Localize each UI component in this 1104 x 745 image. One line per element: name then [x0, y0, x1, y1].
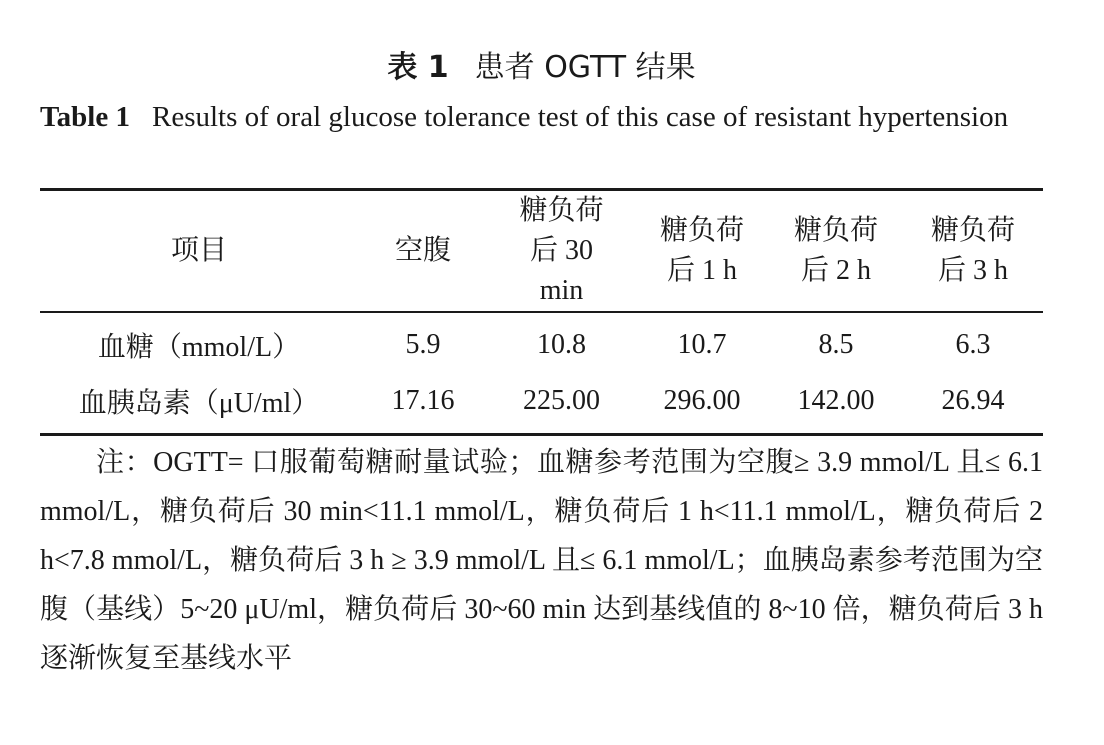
caption-cn-label: 表 1 [387, 50, 449, 85]
table-cell: 142.00 [797, 385, 875, 416]
caption-cn-title: 患者 OGTT 结果 [474, 50, 696, 85]
table-cell: 10.7 [677, 329, 727, 360]
row-label-insulin: 血胰岛素（μU/ml） [78, 388, 320, 419]
header-item: 项目 [170, 235, 227, 266]
ogtt-results-table [40, 188, 1043, 436]
table-cell: 5.9 [405, 329, 441, 360]
table-header-row [40, 190, 1043, 313]
document-page [40, 0, 1043, 745]
table-row [40, 373, 1043, 435]
table-row [40, 312, 1043, 373]
header-fasting: 空腹 [394, 235, 451, 266]
caption-en-title: Results of oral glucose tolerance test of this case of resistant hypertension [152, 101, 1009, 133]
table-cell: 8.5 [818, 329, 854, 360]
caption-en-label: Table 1 [40, 101, 130, 133]
table-cell: 10.8 [537, 329, 586, 360]
table-caption-en [40, 95, 1043, 140]
header-3h: 糖负荷后 3 h [930, 215, 1015, 286]
row-label-glucose: 血糖（mmol/L） [97, 332, 301, 363]
header-1h: 糖负荷后 1 h [659, 215, 744, 286]
table-cell: 26.94 [941, 385, 1005, 416]
table-cell: 17.16 [391, 385, 455, 416]
header-30min: 糖负荷后 30 min [519, 195, 604, 306]
header-2h: 糖负荷后 2 h [793, 215, 878, 286]
table-cell: 6.3 [955, 329, 991, 360]
table-caption-cn [40, 48, 1043, 88]
table-footnote: 注：OGTT= 口服葡萄糖耐量试验；血糖参考范围为空腹≥ 3.9 mmol/L 且≤ 6.1 mmol/L，糖负荷后 30 min<11.1 mmol/L，糖负荷后 1 h<11.1 mmol/L，糖负荷后 2 h<7.8 mmol/L，糖负荷后 3 h ≥ 3.9 mmol/L 且≤ 6.1 mmol/L；血胰岛素参考范围为空腹（基线）5~20 μU/ml，糖负荷后 30~60 min 达到基线值的 8~10 倍，糖负荷后 3 h 逐渐恢复至基线水平 [40, 447, 1043, 674]
table-cell: 225.00 [523, 385, 600, 416]
table-cell: 296.00 [663, 385, 741, 416]
